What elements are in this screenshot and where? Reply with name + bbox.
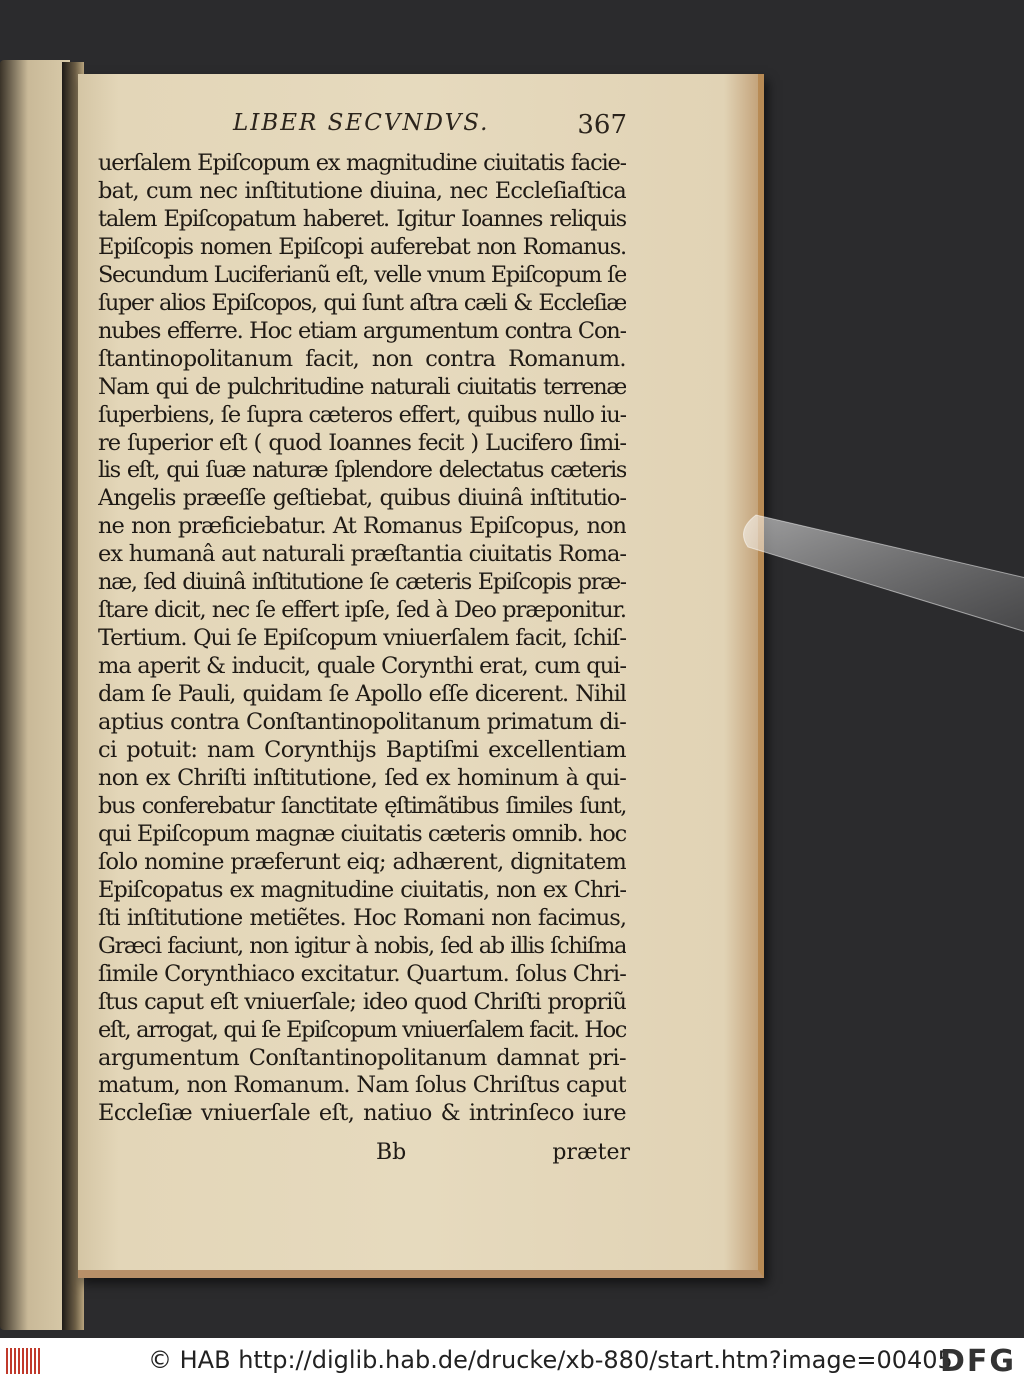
text-line: Eccleſiæ vniuerſale eſt, natiuo & intrinſeco iure xyxy=(98,1100,626,1127)
text-line: Græci faciunt, non igitur à nobis, ſed ab illis ſchiſma xyxy=(98,932,626,959)
previous-page-edge xyxy=(0,60,70,1330)
text-line: talem Epiſcopatum haberet. Igitur Ioannes reliquis xyxy=(98,205,626,232)
page-footer xyxy=(98,1140,630,1170)
text-line: ſolo nomine præferunt eiq; adhærent, dignitatem xyxy=(98,848,626,875)
attribution-bar xyxy=(0,1338,1024,1384)
text-line: nubes efferre. Hoc etiam argumentum contra Con- xyxy=(98,317,626,344)
text-line: bus conferebatur ſanctitate ęſtimãtibus ſimiles ſunt, xyxy=(98,792,626,819)
text-line: Secundum Luciferianũ eſt, velle vnum Epiſcopum ſe xyxy=(98,261,626,288)
text-line: bat, cum nec inſtitutione diuina, nec Eccleſiaſtica xyxy=(98,177,626,204)
text-line: ſimile Corynthiaco excitatur. Quartum. ſolus Chri- xyxy=(98,960,626,987)
text-line: ne non præficiebatur. At Romanus Epiſcopus, non xyxy=(98,513,626,540)
text-line: aptius contra Conſtantinopolitanum primatum di- xyxy=(98,709,626,736)
page-number: 367 xyxy=(577,110,627,140)
text-line: ma aperit & inducit, quale Corynthi erat, cum qui- xyxy=(98,653,626,680)
text-line: argumentum Conſtantinopolitanum damnat pri- xyxy=(98,1044,626,1071)
text-line: non ex Chriſti inſtitutione, ſed ex hominum à qui- xyxy=(98,764,626,791)
text-line: qui Epiſcopum magnæ ciuitatis cæteris omnib. hoc xyxy=(98,820,626,847)
body-text xyxy=(98,150,626,1128)
text-line: næ, ſed diuinâ inſtitutione ſe cæteris Epiſcopis præ- xyxy=(98,569,626,596)
text-line: Epiſcopatus ex magnitudine ciuitatis, non ex Chri- xyxy=(98,876,626,903)
text-line: ſuper alios Epiſcopos, qui ſunt aſtra cæli & Eccleſiæ xyxy=(98,289,626,316)
text-line: ci potuit: nam Corynthijs Baptiſmi excellentiam xyxy=(98,737,626,764)
signature-mark: Bb xyxy=(376,1140,407,1165)
text-line: ſtare dicit, nec ſe effert ipſe, ſed à Deo præponitur. xyxy=(98,597,626,624)
text-line: ſtus caput eſt vniuerſale; ideo quod Chriſti propriũ xyxy=(98,988,626,1015)
text-line: Angelis præeſſe geſtiebat, quibus diuinâ inſtitutio- xyxy=(98,485,626,512)
text-line: eſt, arrogat, qui ſe Epiſcopum vniuerſalem facit. Hoc xyxy=(98,1016,626,1043)
text-line: Tertium. Qui ſe Epiſcopum vniuerſalem facit, ſchiſ- xyxy=(98,625,626,652)
text-line: ſuperbiens, ſe ſupra cæteros effert, quibus nullo iu- xyxy=(98,401,626,428)
text-line: Nam qui de pulchritudine naturali ciuitatis terrenæ xyxy=(98,373,626,400)
text-line: re ſuperior eſt ( quod Ioannes fecit ) Lucifero ſimi- xyxy=(98,429,626,456)
text-line: uerſalem Epiſcopum ex magnitudine ciuitatis facie- xyxy=(98,150,626,176)
text-line: matum, non Romanum. Nam ſolus Chriſtus caput xyxy=(98,1072,626,1099)
page-header xyxy=(233,110,633,144)
glass-page-clamp xyxy=(736,495,1024,645)
running-title: LIBER SECVNDVS. xyxy=(233,110,490,136)
catchword: præter xyxy=(552,1140,630,1165)
text-line: lis eſt, qui ſuæ naturæ ſplendore delectatus cæteris xyxy=(98,457,626,484)
text-line: ex humanâ aut naturali præſtantia ciuitatis Roma- xyxy=(98,541,626,568)
attribution-link[interactable]: © HAB http://diglib.hab.de/drucke/xb-880/start.htm?image=00405 xyxy=(148,1346,953,1374)
text-line: dam ſe Pauli, quidam ſe Apollo eſſe dicerent. Nihil xyxy=(98,681,626,708)
text-line: ſti inſtitutione metiẽtes. Hoc Romani non facimus, xyxy=(98,904,626,931)
hab-logo-icon xyxy=(6,1348,42,1374)
dfg-logo: DFG xyxy=(939,1344,1016,1379)
text-line: ſtantinopolitanum facit, non contra Romanum. xyxy=(98,345,626,372)
text-line: Epiſcopis nomen Epiſcopi auferebat non Romanus. xyxy=(98,233,626,260)
